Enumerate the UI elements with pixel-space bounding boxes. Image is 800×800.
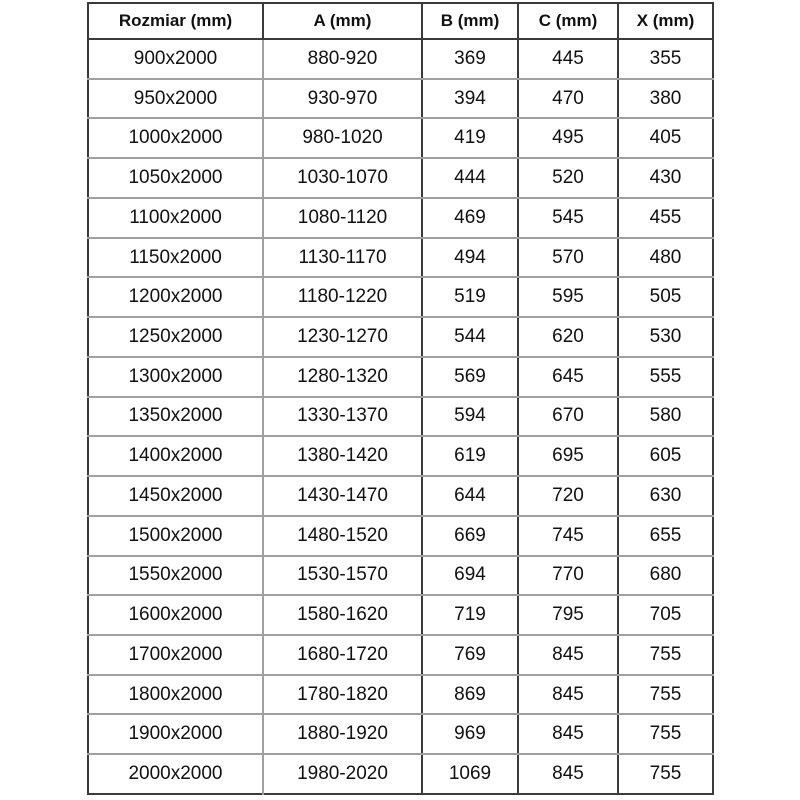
table-cell: 1880-1920 xyxy=(263,714,422,754)
table-cell: 505 xyxy=(618,277,713,317)
table-cell: 880-920 xyxy=(263,39,422,79)
table-cell: 845 xyxy=(518,714,618,754)
table-cell: 355 xyxy=(618,39,713,79)
table-cell: 1700x2000 xyxy=(88,635,263,675)
table-cell: 445 xyxy=(518,39,618,79)
table-cell: 455 xyxy=(618,198,713,238)
table-row xyxy=(88,397,713,437)
table-row xyxy=(88,714,713,754)
table-row xyxy=(88,357,713,397)
table-cell: 544 xyxy=(422,317,518,357)
table-cell: 2000x2000 xyxy=(88,754,263,794)
table-cell: 1580-1620 xyxy=(263,595,422,635)
table-cell: 1180-1220 xyxy=(263,277,422,317)
table-cell: 1050x2000 xyxy=(88,158,263,198)
table-cell: 1150x2000 xyxy=(88,238,263,278)
table-cell: 980-1020 xyxy=(263,118,422,158)
table-cell: 769 xyxy=(422,635,518,675)
table-cell: 530 xyxy=(618,317,713,357)
table-row xyxy=(88,635,713,675)
table-cell: 1530-1570 xyxy=(263,556,422,596)
table-cell: 1600x2000 xyxy=(88,595,263,635)
table-cell: 1500x2000 xyxy=(88,516,263,556)
table-cell: 1280-1320 xyxy=(263,357,422,397)
table-cell: 1430-1470 xyxy=(263,476,422,516)
table-cell: 770 xyxy=(518,556,618,596)
table-row xyxy=(88,158,713,198)
table-cell: 430 xyxy=(618,158,713,198)
table-cell: 1400x2000 xyxy=(88,436,263,476)
table-cell: 1350x2000 xyxy=(88,397,263,437)
table-cell: 1900x2000 xyxy=(88,714,263,754)
table-row xyxy=(88,754,713,794)
table-cell: 950x2000 xyxy=(88,79,263,119)
table-cell: 670 xyxy=(518,397,618,437)
table-cell: 380 xyxy=(618,79,713,119)
table-cell: 795 xyxy=(518,595,618,635)
table-cell: 1300x2000 xyxy=(88,357,263,397)
table-cell: 620 xyxy=(518,317,618,357)
table-cell: 1780-1820 xyxy=(263,675,422,715)
table-cell: 755 xyxy=(618,635,713,675)
table-cell: 1230-1270 xyxy=(263,317,422,357)
table-cell: 444 xyxy=(422,158,518,198)
table-cell: 394 xyxy=(422,79,518,119)
table-cell: 720 xyxy=(518,476,618,516)
table-cell: 470 xyxy=(518,79,618,119)
table-cell: 1450x2000 xyxy=(88,476,263,516)
table-cell: 495 xyxy=(518,118,618,158)
table-header xyxy=(88,3,713,39)
table-cell: 869 xyxy=(422,675,518,715)
table-cell: 469 xyxy=(422,198,518,238)
table-row xyxy=(88,476,713,516)
table-row xyxy=(88,238,713,278)
table-row xyxy=(88,317,713,357)
size-dimensions-table xyxy=(87,2,714,795)
table-cell: 680 xyxy=(618,556,713,596)
table-row xyxy=(88,79,713,119)
table-cell: 645 xyxy=(518,357,618,397)
table-cell: 900x2000 xyxy=(88,39,263,79)
table-cell: 595 xyxy=(518,277,618,317)
table-cell: 669 xyxy=(422,516,518,556)
table-cell: 520 xyxy=(518,158,618,198)
table-cell: 605 xyxy=(618,436,713,476)
column-header-a: A (mm) xyxy=(263,3,422,39)
column-header-c: C (mm) xyxy=(518,3,618,39)
table-body xyxy=(88,39,713,794)
table-cell: 694 xyxy=(422,556,518,596)
table-cell: 419 xyxy=(422,118,518,158)
table-cell: 1330-1370 xyxy=(263,397,422,437)
table-cell: 719 xyxy=(422,595,518,635)
table-cell: 930-970 xyxy=(263,79,422,119)
table-cell: 594 xyxy=(422,397,518,437)
table-header-row xyxy=(88,3,713,39)
column-header-b: B (mm) xyxy=(422,3,518,39)
table-cell: 494 xyxy=(422,238,518,278)
table-cell: 405 xyxy=(618,118,713,158)
table-cell: 655 xyxy=(618,516,713,556)
table-row xyxy=(88,39,713,79)
table-cell: 1030-1070 xyxy=(263,158,422,198)
table-cell: 695 xyxy=(518,436,618,476)
table-cell: 1200x2000 xyxy=(88,277,263,317)
table-cell: 555 xyxy=(618,357,713,397)
table-cell: 1250x2000 xyxy=(88,317,263,357)
table-cell: 705 xyxy=(618,595,713,635)
table-cell: 1380-1420 xyxy=(263,436,422,476)
table-row xyxy=(88,556,713,596)
table-cell: 1680-1720 xyxy=(263,635,422,675)
table-cell: 1480-1520 xyxy=(263,516,422,556)
table-cell: 845 xyxy=(518,635,618,675)
table-cell: 845 xyxy=(518,754,618,794)
table-cell: 1980-2020 xyxy=(263,754,422,794)
table-cell: 745 xyxy=(518,516,618,556)
table-row xyxy=(88,277,713,317)
table-row xyxy=(88,595,713,635)
table-cell: 369 xyxy=(422,39,518,79)
table-cell: 644 xyxy=(422,476,518,516)
table-cell: 570 xyxy=(518,238,618,278)
column-header-x: X (mm) xyxy=(618,3,713,39)
table-cell: 519 xyxy=(422,277,518,317)
table-cell: 480 xyxy=(618,238,713,278)
table-cell: 1550x2000 xyxy=(88,556,263,596)
table-cell: 569 xyxy=(422,357,518,397)
table-cell: 1000x2000 xyxy=(88,118,263,158)
table-row xyxy=(88,675,713,715)
table-cell: 1130-1170 xyxy=(263,238,422,278)
table-cell: 630 xyxy=(618,476,713,516)
table-cell: 755 xyxy=(649,763,682,785)
table-cell: 969 xyxy=(422,714,518,754)
table-cell: 1080-1120 xyxy=(263,198,422,238)
table-cell: 755 xyxy=(618,675,713,715)
table-row xyxy=(88,198,713,238)
table-cell: 1100x2000 xyxy=(88,198,263,238)
table-row xyxy=(88,436,713,476)
table-row xyxy=(88,516,713,556)
column-header-rozmiar: Rozmiar (mm) xyxy=(88,3,263,39)
table-row xyxy=(88,118,713,158)
table-cell: 845 xyxy=(518,675,618,715)
table-cell: 580 xyxy=(618,397,713,437)
table-cell: 755 xyxy=(618,714,713,754)
table-cell: 1069 xyxy=(422,754,518,794)
table-cell: 1800x2000 xyxy=(88,675,263,715)
table-cell: 619 xyxy=(422,436,518,476)
table-cell: 545 xyxy=(518,198,618,238)
